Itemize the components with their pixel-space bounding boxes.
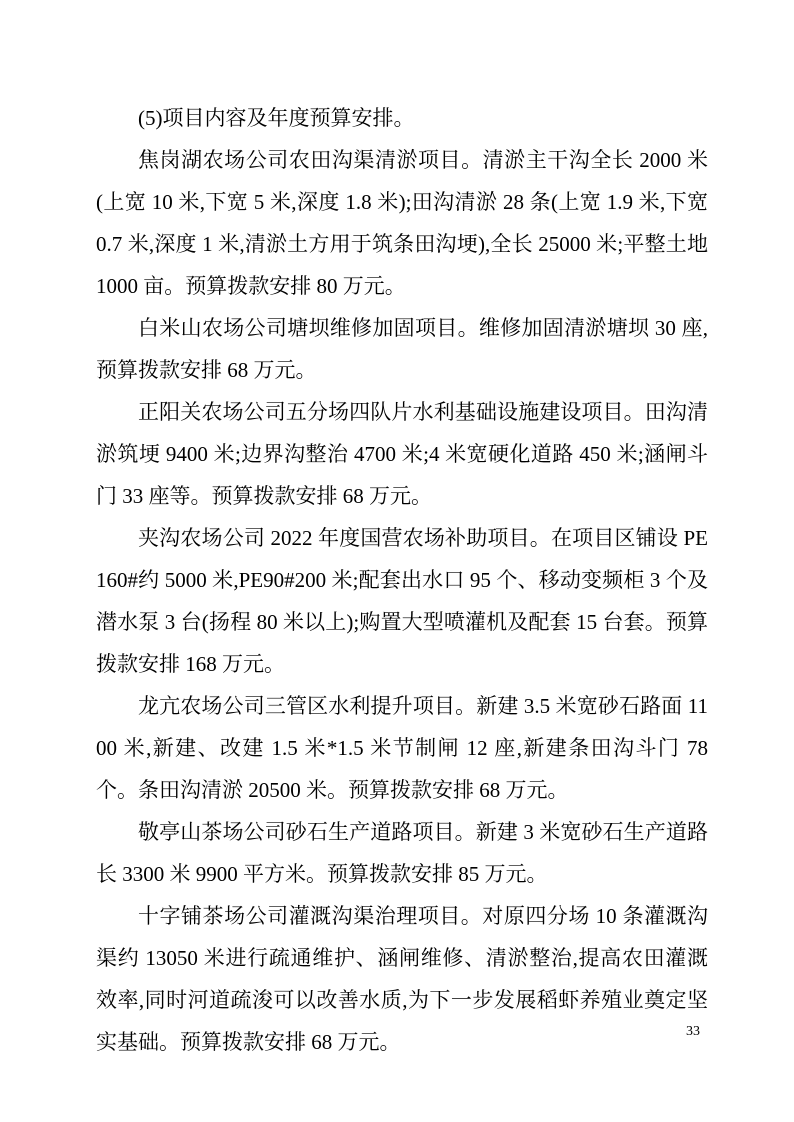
section-heading: (5)项目内容及年度预算安排。 <box>138 106 415 130</box>
para-longkang-farm-project: 龙亢农场公司三管区水利提升项目。新建 3.5 米宽砂石路面 1100 米,新建、改建 1.5 米*1.5 米节制闸 12 座,新建条田沟斗门 78 个。条田沟清淤 20500 米。预算拨款安排 68 万元。 <box>96 694 708 802</box>
para-baimishan-farm-project: 白米山农场公司塘坝维修加固项目。维修加固清淤塘坝 30 座,预算拨款安排 68 万元。 <box>96 316 708 382</box>
page-number: 33 <box>686 1024 700 1039</box>
para-jiagou-farm-project: 夹沟农场公司 2022 年度国营农场补助项目。在项目区铺设 PE160#约 5000 米,PE90#200 米;配套出水口 95 个、移动变频柜 3 个及潜水泵 3 台(扬程 80 米以上);购置大型喷灌机及配套 15 台套。预算拨款安排 168 万元。 <box>96 526 708 676</box>
para-jingtingshan-teafarm-project: 敬亭山茶场公司砂石生产道路项目。新建 3 米宽砂石生产道路长 3300 米 9900 平方米。预算拨款安排 85 万元。 <box>96 820 708 886</box>
document-body <box>96 97 708 1063</box>
para-zhengyangguan-farm-project: 正阳关农场公司五分场四队片水利基础设施建设项目。田沟清淤筑埂 9400 米;边界沟整治 4700 米;4 米宽硬化道路 450 米;涵闸斗门 33 座等。预算拨款安排 68 万元。 <box>96 400 708 508</box>
para-jiaoganghu-farm-project: 焦岗湖农场公司农田沟渠清淤项目。清淤主干沟全长 2000 米(上宽 10 米,下宽 5 米,深度 1.8 米);田沟清淤 28 条(上宽 1.9 米,下宽 0.7 米,深度 1 米,清淤土方用于筑条田沟埂),全长 25000 米;平整土地 1000 亩。预算拨款安排 80 万元。 <box>96 148 708 298</box>
para-shizipu-teafarm-project: 十字铺茶场公司灌溉沟渠治理项目。对原四分场 10 条灌溉沟渠约 13050 米进行疏通维护、涵闸维修、清淤整治,提高农田灌溉效率,同时河道疏浚可以改善水质,为下一步发展稻虾养殖业奠定坚实基础。预算拨款安排 68 万元。 <box>96 904 708 1054</box>
